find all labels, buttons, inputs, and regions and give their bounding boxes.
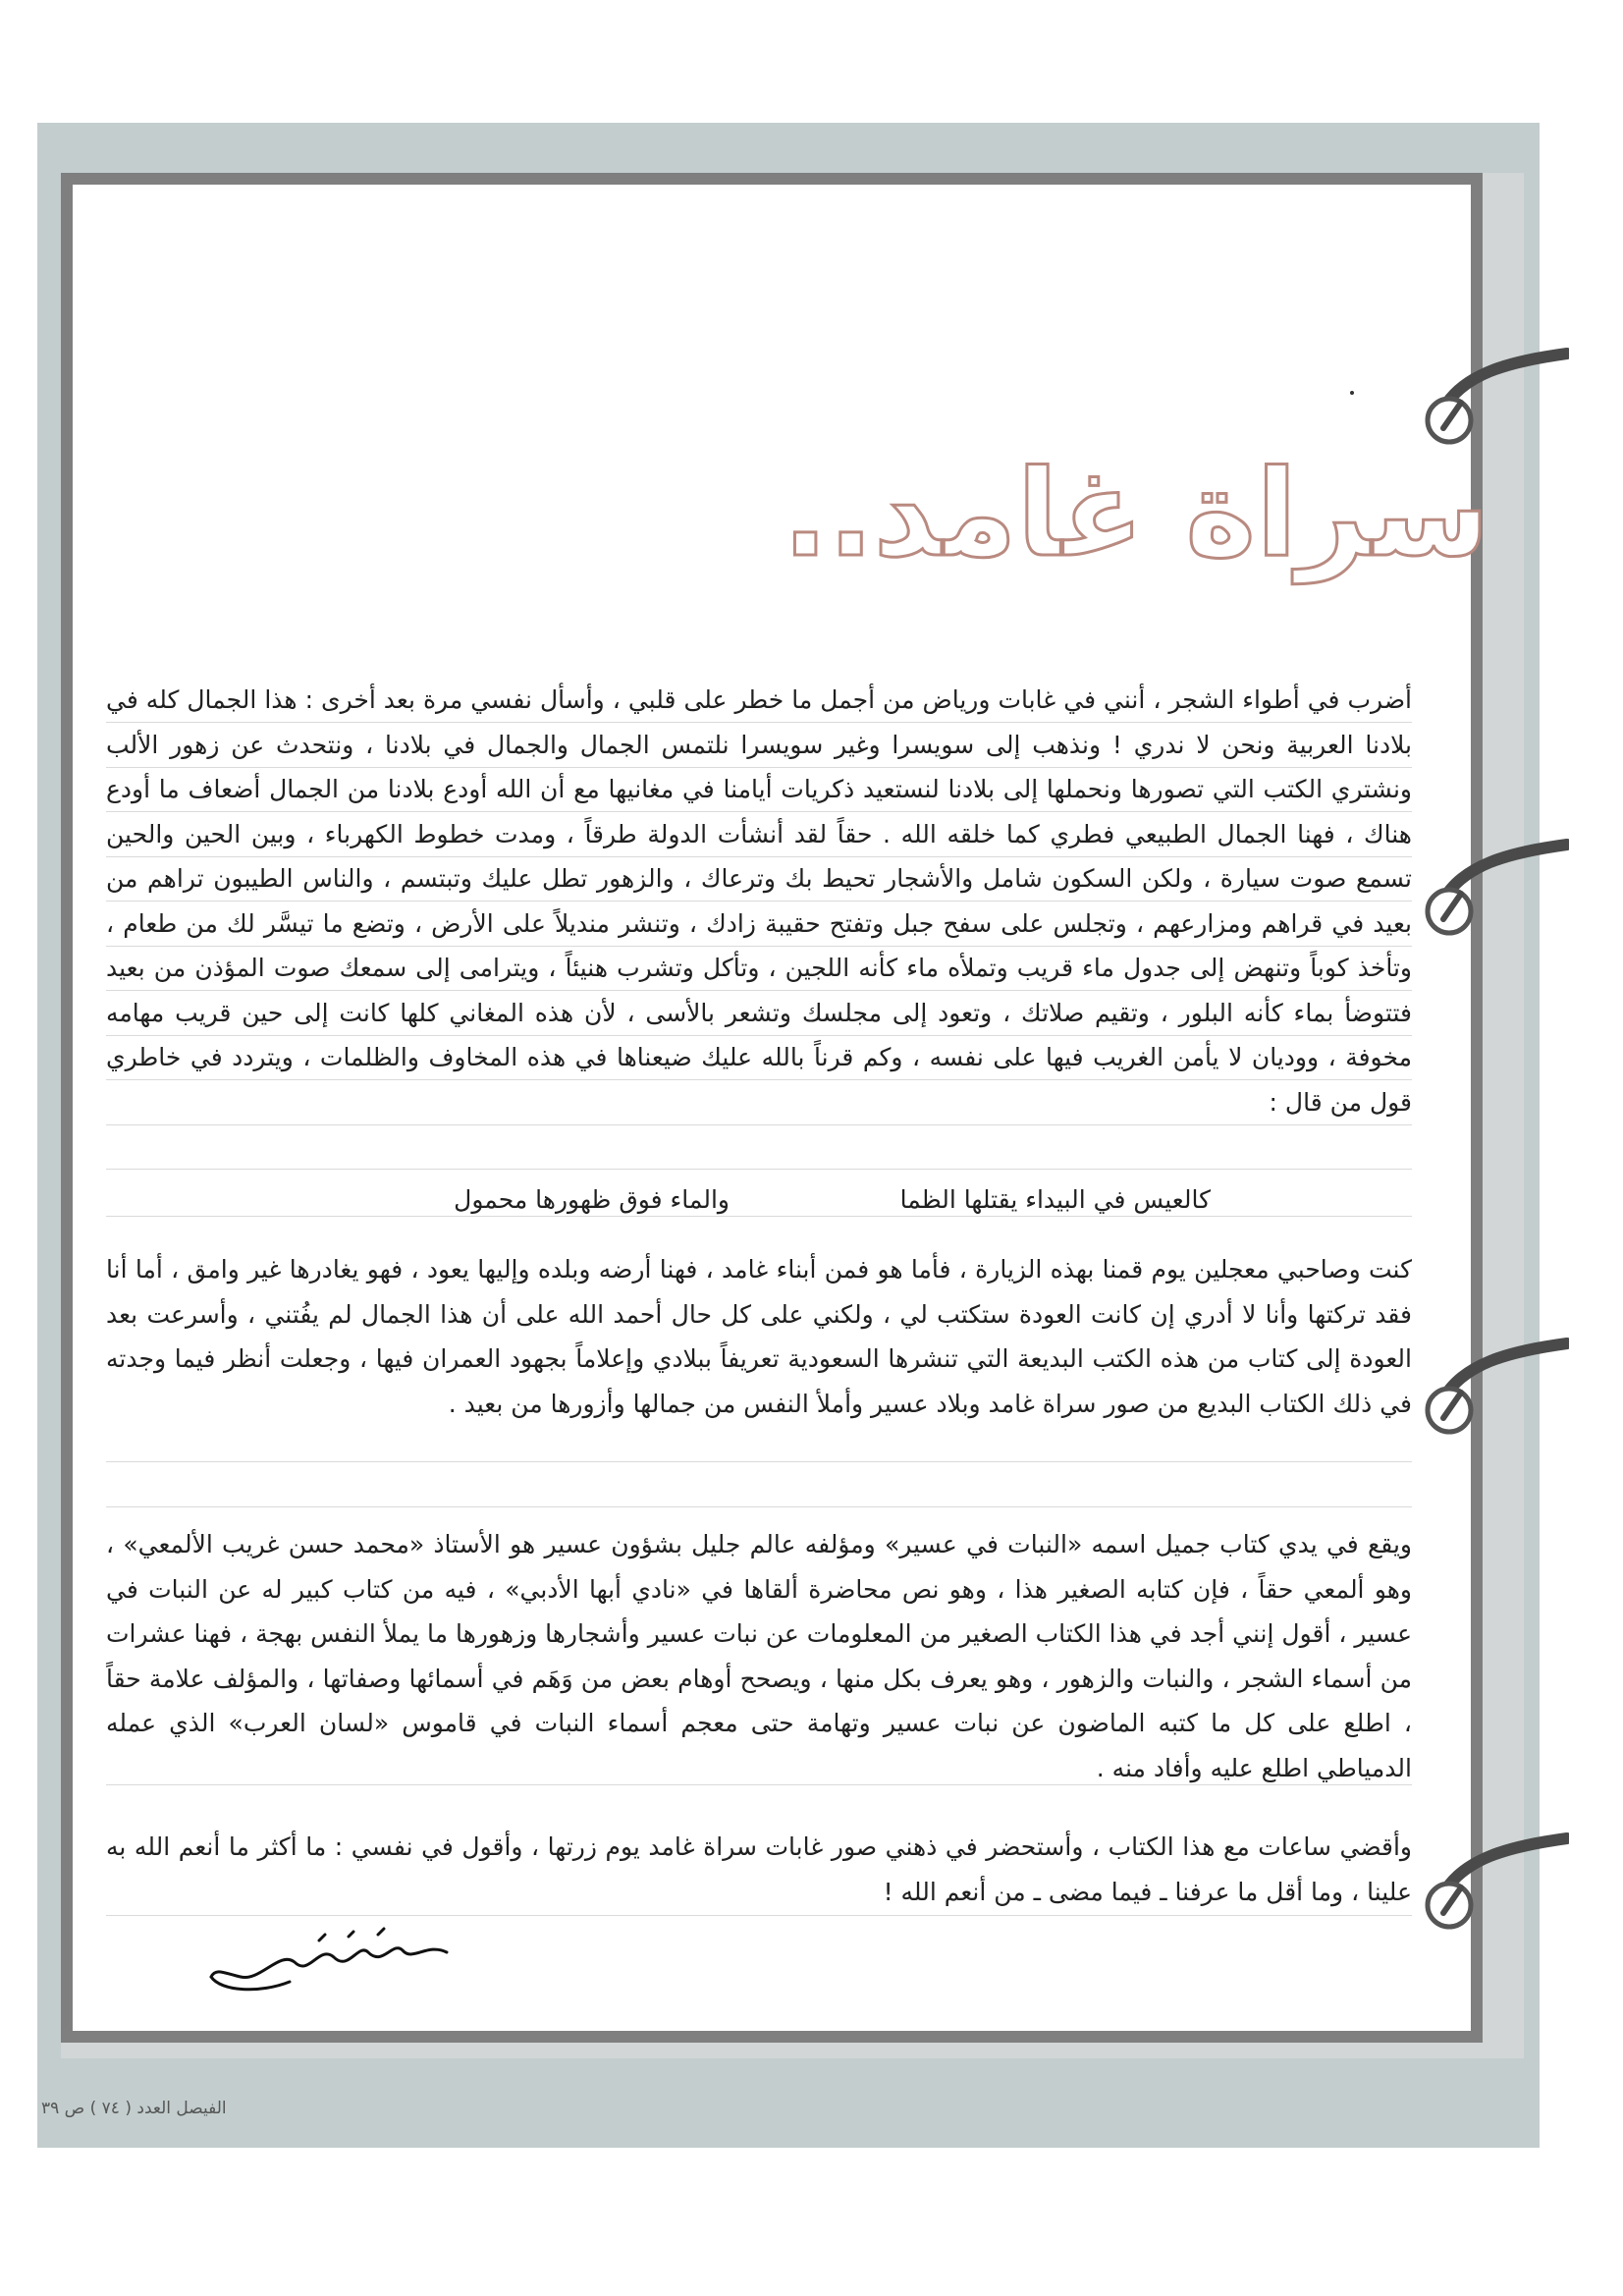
paragraph-text: كنت وصاحبي معجلين يوم قمنا بهذه الزيارة ، فأما هو فمن أبناء غامد ، فهنا أرضه وبلده وإليها يعود ، فهو يغادرها غير وامق ، أما أنا فقد تركتها وأنا لا أدري إن كانت العودة ستكتب لي ، ولكني على كل حال أحمد الله على أن هذا الجمال لم يفُتني ، وأسرعت بعد العودة إلى كتاب من هذه الكتب البديعة التي تنشرها السعودية تعريفاً ببلادي وإعلاماً بجهود العمران فيها ، وجعلت أنظر فيما وجدته في ذلك الكتاب البديع من صور سراة غامد وبلاد عسير وأملأ النفس من جمالها وأزورها من بعيد . (106, 1255, 1412, 1418)
binder-ring-icon (1422, 1829, 1569, 1946)
ink-speck (1350, 391, 1354, 395)
binder-ring-icon (1422, 835, 1569, 953)
paragraph-4 (106, 1825, 1412, 1914)
paragraph-3 (106, 1522, 1412, 1790)
verse-first-hemistich: كالعيس في البيداء يقتلها الظما (899, 1185, 1211, 1214)
verse-second-hemistich: والماء فوق ظهورها محمول (454, 1185, 730, 1214)
ruled-line (106, 1124, 1412, 1125)
ruled-line (106, 1461, 1412, 1462)
paragraph-1 (106, 678, 1412, 1124)
binder-ring-icon (1422, 1334, 1569, 1451)
paragraph-text: ويقع في يدي كتاب جميل اسمه «النبات في عسير» ومؤلفه عالم جليل بشؤون عسير هو الأستاذ «محمد حسن غريب الألمعي» ، وهو ألمعي حقاً ، فإن كتابه الصغير هذا ، وهو نص محاضرة ألقاها في «نادي أبها الأدبي» ، فيه من كتاب كبير له عن النبات في عسير ، أقول إنني أجد في هذا الكتاب الصغير من المعلومات عن نبات عسير وأشجارها وزهورها ما يملأ النفس بهجة ، فهنا عشرات من أسماء الشجر ، والنبات والزهور ، وهو يعرف بكل منها ، ويصحح أوهام بعض من وَهَم في أسمائها وصفاتها ، والمؤلف علامة حقاً ، اطلع على كل ما كتبه الماضون عن نبات عسير وتهامة حتى معجم أسماء النبات في قاموس «لسان العرب» الذي عمله الدمياطي اطلع عليه وأفاد منه . (106, 1530, 1412, 1782)
paragraph-2 (106, 1247, 1412, 1426)
ruled-line (106, 1216, 1412, 1217)
author-signature (201, 1923, 457, 2011)
page-footer: الفيصل العدد ( ٧٤ ) ص ٣٩ (41, 2099, 227, 2118)
article-title: سراة غامد.. (782, 444, 1489, 583)
paragraph-text: أضرب في أطواء الشجر ، أنني في غابات ورياض من أجمل ما خطر على قلبي ، وأسأل نفسي مرة بعد أخرى : هذا الجمال كله في بلادنا العربية ونحن لا ندري ! ونذهب إلى سويسرا وغير سويسرا نلتمس الجمال والجمال في بلادنا ، ونتحدث عن زهور الألب ونشتري الكتب التي تصورها ونحملها إلى بلادنا لنستعيد ذكريات أيامنا في مغانيها مع أن الله أودع بلادنا من الجمال أضعاف ما أودع هناك ، فهنا الجمال الطبيعي فطري كما خلقه الله . حقاً لقد أنشأت الدولة طرقاً ، ومدت خطوط الكهرباء ، وبين الحين والحين تسمع صوت سيارة ، ولكن السكون شامل والأشجار تحيط بك وترعاك ، والزهور تطل عليك وتبتسم ، والناس الطيبون تراهم من بعيد في قراهم ومزارعهم ، وتجلس على سفح جبل وتفتح حقيبة زادك ، وتنشر منديلاً على الأرض ، وتضع ما تيسَّر لك من طعام ، وتأخذ كوباً وتنهض إلى جدول ماء قريب وتملأه ماء كأنه اللجين ، وتأكل وتشرب هنيئاً ، ويترامى إلى سمعك صوت المؤذن من بعيد فتتوضأ بماء كأنه البلور ، وتقيم صلاتك ، وتعود إلى مجلسك وتشعر بالأسى ، لأن هذه المغاني كلها كانت إلى حين قريب مهامه مخوفة ، ووديان لا يأمن الغريب فيها على نفسه ، وكم قرناً بالله عليك ضيعناها في هذه المخاوف والظلمات ، ويتردد في خاطري قول من قال : (106, 685, 1412, 1117)
ruled-line (106, 1915, 1412, 1916)
ruled-line (106, 1169, 1412, 1170)
ruled-line (106, 1506, 1412, 1507)
paragraph-text: وأقضي ساعات مع هذا الكتاب ، وأستحضر في ذهني صور غابات سراة غامد يوم زرتها ، وأقول في نفسي : ما أكثر ما أنعم الله به علينا ، وما أقل ما عرفنا ـ فيما مضى ـ من أنعم الله ! (106, 1832, 1412, 1906)
